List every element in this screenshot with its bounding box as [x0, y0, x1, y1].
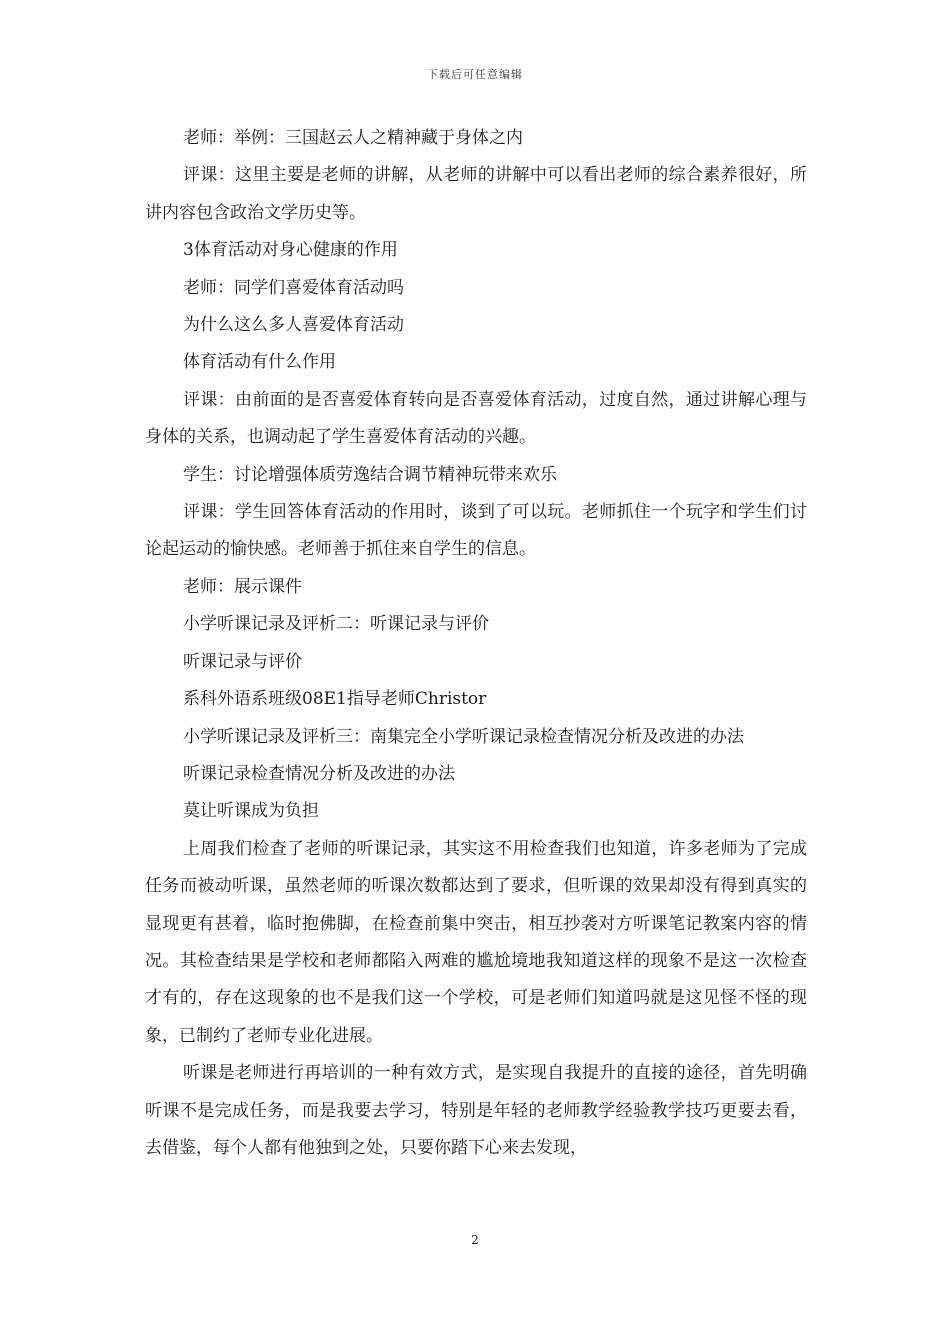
paragraph-12: 听课记录与评价 [183, 651, 302, 672]
paragraph-6: 体育活动有什么作用 [183, 352, 336, 373]
paragraph-4: 老师：同学们喜爱体育活动吗 [183, 277, 404, 298]
paragraph-16: 莫让听课成为负担 [183, 801, 319, 822]
paragraph-15: 听课记录检查情况分析及改进的办法 [183, 763, 455, 784]
paragraph-14: 小学听课记录及评析三：南集完全小学听课记录检查情况分析及改进的办法 [183, 726, 744, 747]
page-number: 2 [471, 1233, 479, 1247]
paragraph-18: 听课是老师进行再培训的一种有效方式，是实现自我提升的直接的途径，首先明确听课不是完成任务，而是我要去学习，特别是年轻的老师教学经验教学技巧更要去看，去借鉴，每个人都有他独到之处，只要你踏下心来去发现， [145, 1063, 807, 1158]
paragraph-7: 评课：由前面的是否喜爱体育转向是否喜爱体育活动，过度自然，通过讲解心理与身体的关系，也调动起了学生喜爱体育活动的兴趣。 [145, 389, 807, 448]
paragraph-1: 老师：举例：三国赵云人之精神藏于身体之内 [183, 128, 523, 148]
paragraph-2: 评课：这里主要是老师的讲解，从老师的讲解中可以看出老师的综合素养很好，所讲内容包含政治文学历史等。 [145, 165, 807, 223]
document-body [145, 120, 807, 1167]
paragraph-3: 3体育活动对身心健康的作用 [183, 240, 398, 261]
paragraph-11: 小学听课记录及评析二：听课记录与评价 [183, 614, 489, 635]
paragraph-13: 系科外语系班级08E1指导老师Christor [183, 689, 487, 710]
paragraph-17: 上周我们检查了老师的听课记录，其实这不用检查我们也知道，许多老师为了完成任务而被动听课，虽然老师的听课次数都达到了要求，但听课的效果却没有得到真实的显现更有甚着，临时抱佛脚，在检查前集中突击，相互抄袭对方听课笔记教案内容的情况。其检查结果是学校和老师都陷入两难的尴尬境地我知道这样的现象不是这一次检查才有的，存在这现象的也不是我们这一个学校，可是老师们知道吗就是这见怪不怪的现象，已制约了老师专业化进展。 [145, 838, 807, 1046]
page-header: 下载后可任意编辑 [427, 68, 523, 81]
paragraph-8: 学生：讨论增强体质劳逸结合调节精神玩带来欢乐 [183, 464, 557, 485]
paragraph-10: 老师：展示课件 [183, 576, 302, 597]
paragraph-9: 评课：学生回答体育活动的作用时，谈到了可以玩。老师抓住一个玩字和学生们讨论起运动的愉快感。老师善于抓住来自学生的信息。 [145, 502, 807, 560]
paragraph-5: 为什么这么多人喜爱体育活动 [183, 315, 404, 336]
